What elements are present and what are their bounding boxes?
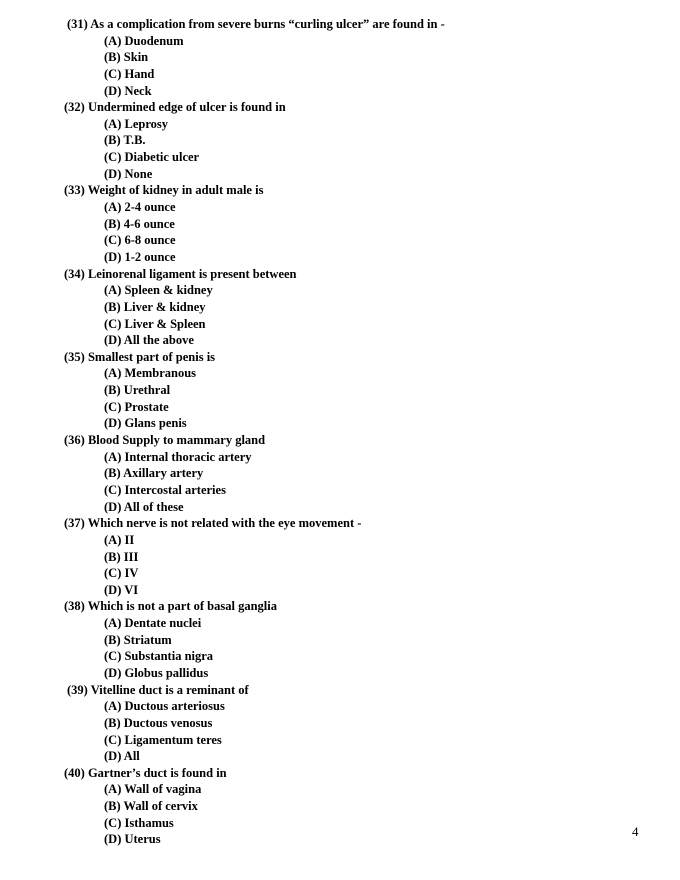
question-40: (40) Gartner’s duct is found in bbox=[64, 765, 227, 780]
option-33-b: (B) 4-6 ounce bbox=[104, 216, 175, 231]
option-35-c: (C) Prostate bbox=[104, 399, 169, 414]
option-37-b: (B) III bbox=[104, 549, 139, 564]
question-38: (38) Which is not a part of basal ganglia bbox=[64, 599, 277, 614]
option-33-a: (A) 2-4 ounce bbox=[104, 200, 176, 215]
option-32-a: (A) Leprosy bbox=[104, 116, 169, 131]
question-37: (37) Which nerve is not related with the eye movement - bbox=[64, 516, 362, 531]
option-34-d: (D) All the above bbox=[104, 333, 194, 348]
option-38-b: (B) Striatum bbox=[104, 632, 172, 647]
option-31-a: (A) Duodenum bbox=[104, 33, 184, 48]
question-35: (35) Smallest part of penis is bbox=[64, 349, 216, 364]
option-37-a: (A) II bbox=[104, 532, 135, 547]
option-40-d: (D) Uterus bbox=[104, 832, 161, 847]
option-32-c: (C) Diabetic ulcer bbox=[104, 150, 200, 165]
option-31-b: (B) Skin bbox=[104, 50, 149, 65]
question-36: (36) Blood Supply to mammary gland bbox=[64, 433, 266, 448]
option-38-c: (C) Substantia nigra bbox=[104, 649, 214, 664]
option-31-d: (D) Neck bbox=[104, 83, 152, 98]
question-list bbox=[0, 16, 680, 848]
page-number: 4 bbox=[632, 824, 639, 839]
question-39: (39) Vitelline duct is a reminant of bbox=[67, 682, 249, 697]
option-37-c: (C) IV bbox=[104, 566, 139, 581]
option-35-b: (B) Urethral bbox=[104, 383, 171, 398]
option-36-a: (A) Internal thoracic artery bbox=[104, 449, 252, 464]
option-36-c: (C) Intercostal arteries bbox=[104, 482, 226, 497]
option-34-b: (B) Liver & kidney bbox=[104, 299, 206, 314]
option-40-b: (B) Wall of cervix bbox=[104, 799, 198, 814]
option-39-c: (C) Ligamentum teres bbox=[104, 732, 222, 747]
option-39-d: (D) All bbox=[104, 749, 140, 764]
option-37-d: (D) VI bbox=[104, 582, 139, 597]
question-33: (33) Weight of kidney in adult male is bbox=[64, 183, 264, 198]
question-32: (32) Undermined edge of ulcer is found in bbox=[64, 100, 286, 115]
option-34-c: (C) Liver & Spleen bbox=[104, 316, 206, 331]
option-40-c: (C) Isthamus bbox=[104, 815, 174, 830]
option-39-a: (A) Ductous arteriosus bbox=[104, 699, 225, 714]
option-38-a: (A) Dentate nuclei bbox=[104, 616, 202, 631]
option-32-b: (B) T.B. bbox=[104, 133, 146, 148]
option-35-a: (A) Membranous bbox=[104, 366, 197, 381]
option-31-c: (C) Hand bbox=[104, 66, 155, 81]
option-38-d: (D) Globus pallidus bbox=[104, 665, 209, 680]
question-34: (34) Leinorenal ligament is present between bbox=[64, 266, 297, 281]
option-34-a: (A) Spleen & kidney bbox=[104, 283, 213, 298]
question-31: (31) As a complication from severe burns “curling ulcer” are found in - bbox=[67, 17, 445, 31]
option-36-b: (B) Axillary artery bbox=[104, 466, 204, 481]
option-36-d: (D) All of these bbox=[104, 499, 184, 514]
option-40-a: (A) Wall of vagina bbox=[104, 782, 202, 797]
option-39-b: (B) Ductous venosus bbox=[104, 715, 213, 730]
option-33-c: (C) 6-8 ounce bbox=[104, 233, 176, 248]
option-32-d: (D) None bbox=[104, 166, 153, 181]
option-33-d: (D) 1-2 ounce bbox=[104, 249, 176, 264]
option-35-d: (D) Glans penis bbox=[104, 416, 187, 431]
